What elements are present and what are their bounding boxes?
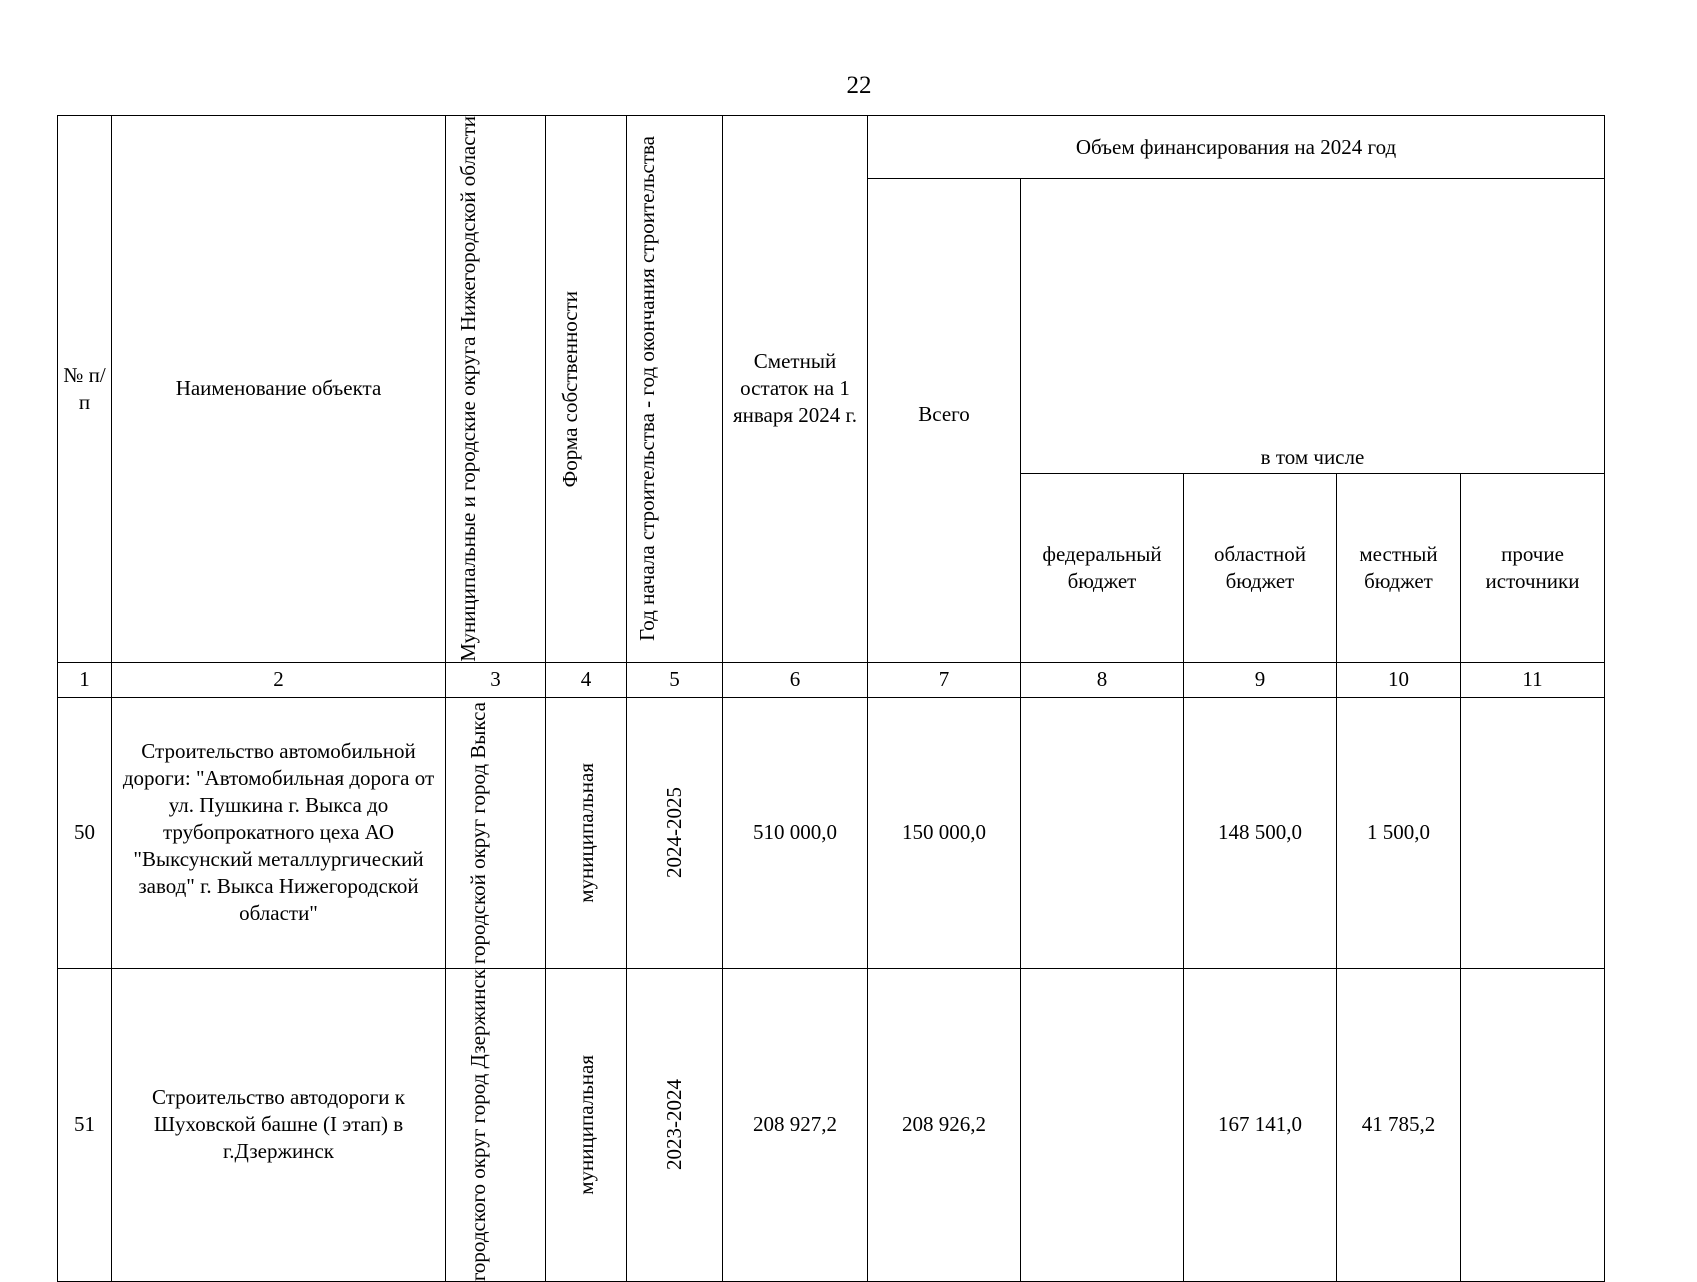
row-other bbox=[1461, 697, 1605, 968]
row-other bbox=[1461, 968, 1605, 1281]
row-remainder: 208 927,2 bbox=[723, 968, 868, 1281]
table-row bbox=[58, 697, 1605, 968]
header-federal: федеральный бюджет bbox=[1021, 473, 1184, 662]
column-number: 8 bbox=[1021, 662, 1184, 697]
header-total: Всего bbox=[868, 179, 1021, 663]
row-municipal-text: городского округ город Дзержинск bbox=[465, 968, 490, 1281]
row-total: 208 926,2 bbox=[868, 968, 1021, 1281]
row-municipal bbox=[446, 697, 546, 968]
header-years bbox=[627, 116, 723, 663]
row-num: 51 bbox=[58, 968, 112, 1281]
column-number: 4 bbox=[546, 662, 627, 697]
header-municipal-text: Муниципальные и городские округа Нижегородской области bbox=[455, 116, 480, 662]
column-number: 9 bbox=[1184, 662, 1337, 697]
row-num: 50 bbox=[58, 697, 112, 968]
column-numbers-row bbox=[58, 662, 1605, 697]
row-total: 150 000,0 bbox=[868, 697, 1021, 968]
column-number: 5 bbox=[627, 662, 723, 697]
header-regional: областной бюджет bbox=[1184, 473, 1337, 662]
row-federal bbox=[1021, 968, 1184, 1281]
header-num: № п/п bbox=[58, 116, 112, 663]
row-local: 41 785,2 bbox=[1337, 968, 1461, 1281]
header-other: прочие источники bbox=[1461, 473, 1605, 662]
table-row bbox=[58, 968, 1605, 1281]
header-local: местный бюджет bbox=[1337, 473, 1461, 662]
row-ownership-text: муниципальная bbox=[573, 762, 598, 903]
row-name: Строительство автомобильной дороги: "Автомобильная дорога от ул. Пушкина г. Выкса до трубопрокатного цеха АО "Выксунский металлургический завод" г. Выкса Нижегородской области" bbox=[112, 697, 446, 968]
financing-table bbox=[57, 115, 1605, 1282]
header-ownership bbox=[546, 116, 627, 663]
row-name: Строительство автодороги к Шуховской башне (I этап) в г.Дзержинск bbox=[112, 968, 446, 1281]
row-remainder: 510 000,0 bbox=[723, 697, 868, 968]
header-name: Наименование объекта bbox=[112, 116, 446, 663]
column-number: 11 bbox=[1461, 662, 1605, 697]
row-ownership-text: муниципальная bbox=[573, 1054, 598, 1195]
row-federal bbox=[1021, 697, 1184, 968]
header-including: в том числе bbox=[1021, 179, 1605, 474]
row-years-text: 2023-2024 bbox=[662, 1079, 686, 1171]
header-ownership-text: Форма собственности bbox=[558, 290, 582, 488]
row-years bbox=[627, 968, 723, 1281]
row-regional: 148 500,0 bbox=[1184, 697, 1337, 968]
header-remainder bbox=[723, 116, 868, 663]
header-municipal bbox=[446, 116, 546, 663]
column-number: 6 bbox=[723, 662, 868, 697]
row-municipal bbox=[446, 968, 546, 1281]
page-number: 22 bbox=[846, 72, 872, 99]
column-number: 3 bbox=[446, 662, 546, 697]
header-funding-group: Объем финансирования на 2024 год bbox=[868, 116, 1605, 179]
header-row-1 bbox=[58, 116, 1605, 179]
row-ownership bbox=[546, 697, 627, 968]
row-years bbox=[627, 697, 723, 968]
row-regional: 167 141,0 bbox=[1184, 968, 1337, 1281]
row-municipal-text: городской округ город Выкса bbox=[465, 701, 490, 964]
row-ownership bbox=[546, 968, 627, 1281]
row-years-text: 2024-2025 bbox=[662, 787, 686, 879]
header-remainder-text: Сметный остаток на 1 января 2024 г. bbox=[733, 349, 858, 428]
header-years-text: Год начала строительства - год окончания строительства bbox=[634, 136, 659, 642]
column-number: 2 bbox=[112, 662, 446, 697]
column-number: 7 bbox=[868, 662, 1021, 697]
column-number: 1 bbox=[58, 662, 112, 697]
column-number: 10 bbox=[1337, 662, 1461, 697]
row-local: 1 500,0 bbox=[1337, 697, 1461, 968]
